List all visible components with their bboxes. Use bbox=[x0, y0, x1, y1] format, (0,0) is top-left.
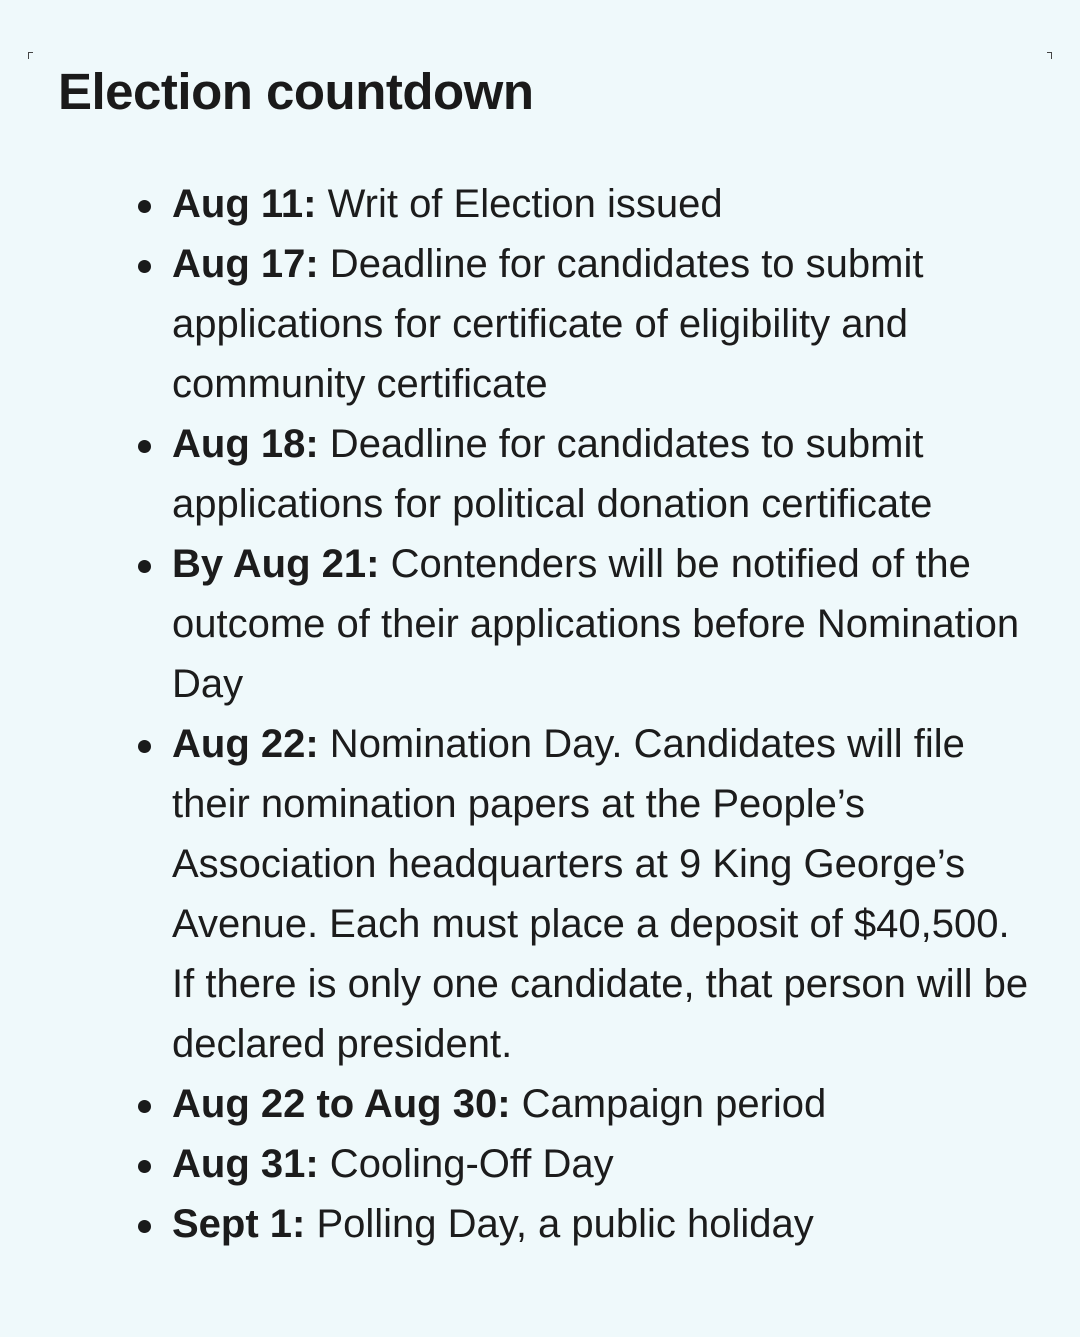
list-item bbox=[172, 1194, 1032, 1254]
item-date: Aug 22: bbox=[172, 722, 319, 766]
list-item bbox=[172, 1134, 1032, 1194]
item-date: Aug 18: bbox=[172, 422, 319, 466]
bullet-icon bbox=[138, 1160, 151, 1173]
bullet-icon bbox=[138, 260, 151, 273]
item-date: Aug 31: bbox=[172, 1142, 319, 1186]
list-item bbox=[172, 414, 1032, 534]
item-text: Contenders will be notified of the outcome of their applications before Nomination Day bbox=[172, 542, 1020, 706]
item-text: Cooling-Off Day bbox=[318, 1142, 614, 1186]
item-text: Writ of Election issued bbox=[316, 182, 723, 226]
list-item bbox=[172, 714, 1032, 1074]
item-text: Deadline for candidates to submit applications for political donation certificate bbox=[172, 422, 933, 526]
item-text: Nomination Day. Candidates will file their nomination papers at the People’s Association headquarters at 9 King George’s Avenue. Each must place a deposit of $40,500. If there is only one candidate, that person will be declared president. bbox=[172, 722, 1029, 1066]
item-text: Campaign period bbox=[510, 1082, 827, 1126]
corner-mark-top-right bbox=[1047, 52, 1052, 59]
bullet-icon bbox=[138, 440, 151, 453]
item-date: Sept 1: bbox=[172, 1202, 306, 1246]
corner-mark-top-left bbox=[28, 52, 33, 59]
bullet-icon bbox=[138, 740, 151, 753]
countdown-panel bbox=[58, 60, 1038, 1246]
bullet-icon bbox=[138, 560, 151, 573]
page-title: Election countdown bbox=[58, 63, 534, 120]
item-date: By Aug 21: bbox=[172, 542, 380, 586]
item-date: Aug 22 to Aug 30: bbox=[172, 1082, 511, 1126]
bullet-icon bbox=[138, 1220, 151, 1233]
bullet-icon bbox=[138, 200, 151, 213]
list-item bbox=[172, 1074, 1032, 1134]
countdown-list bbox=[172, 174, 1032, 1254]
item-text: Deadline for candidates to submit applications for certificate of eligibility and community certificate bbox=[172, 242, 924, 406]
bullet-icon bbox=[138, 1100, 151, 1113]
item-text: Polling Day, a public holiday bbox=[305, 1202, 814, 1246]
item-date: Aug 11: bbox=[172, 182, 317, 226]
list-item bbox=[172, 174, 1032, 234]
list-item bbox=[172, 534, 1032, 714]
list-item bbox=[172, 234, 1032, 414]
item-date: Aug 17: bbox=[172, 242, 319, 286]
